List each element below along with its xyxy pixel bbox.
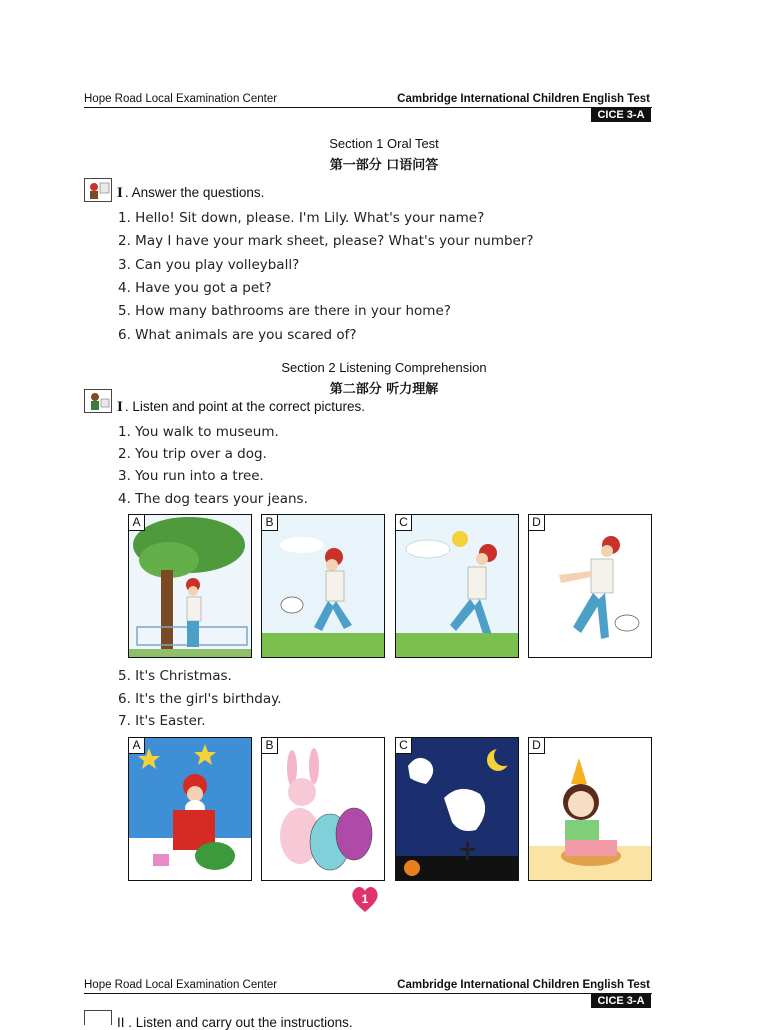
section2-title: Section 2 Listening Comprehension bbox=[281, 360, 487, 375]
section1-numeral: I bbox=[117, 185, 123, 201]
listening-item-6: 6. It's the girl's birthday. bbox=[118, 691, 282, 707]
listening-icon bbox=[84, 389, 112, 413]
question-1: 1. Hello! Sit down, please. I'm Lily. What's your name? bbox=[118, 210, 485, 226]
section1-instruction bbox=[117, 185, 264, 202]
picture-label: D bbox=[529, 738, 545, 754]
listening-item-5: 5. It's Christmas. bbox=[118, 668, 232, 684]
listening-item-2: 2. You trip over a dog. bbox=[118, 446, 267, 462]
footer-test-name: Cambridge International Children English Test bbox=[397, 979, 650, 991]
picture-label: C bbox=[396, 515, 412, 531]
picture-label: C bbox=[396, 738, 412, 754]
picture-d-dog-jeans[interactable] bbox=[528, 514, 652, 658]
question-2: 2. May I have your mark sheet, please? What's your number? bbox=[118, 233, 534, 249]
picture-label: A bbox=[129, 738, 145, 754]
listening-item-3: 3. You run into a tree. bbox=[118, 468, 264, 484]
page-number-badge bbox=[348, 884, 382, 914]
picture-d-birthday[interactable] bbox=[528, 737, 652, 881]
section1-title: Section 1 Oral Test bbox=[329, 136, 439, 151]
section2-instruction-text: . Listen and point at the correct pictures. bbox=[124, 399, 365, 414]
listening-item-7: 7. It's Easter. bbox=[118, 713, 206, 729]
section2-title-cn: 第二部分 听力理解 bbox=[329, 382, 439, 397]
header-center-name: Hope Road Local Examination Center bbox=[84, 93, 278, 105]
picture-label: D bbox=[529, 515, 545, 531]
listening-item-4: 4. The dog tears your jeans. bbox=[118, 491, 308, 507]
footer-center-name: Hope Road Local Examination Center bbox=[84, 979, 278, 991]
picture-b-easter[interactable] bbox=[261, 737, 385, 881]
header-code-badge: CICE 3-A bbox=[591, 108, 651, 122]
section1-title-cn: 第一部分 口语问答 bbox=[329, 158, 439, 173]
picture-c-halloween[interactable] bbox=[395, 737, 519, 881]
picture-c-walking[interactable] bbox=[395, 514, 519, 658]
picture-label: B bbox=[262, 738, 278, 754]
question-3: 3. Can you play volleyball? bbox=[118, 257, 300, 273]
question-5: 5. How many bathrooms are there in your home? bbox=[118, 303, 451, 319]
speaking-icon bbox=[84, 178, 112, 202]
picture-b-dog-trip[interactable] bbox=[261, 514, 385, 658]
next-section-icon bbox=[84, 1010, 112, 1025]
header-rule bbox=[84, 107, 652, 108]
next-section-instruction: II . Listen and carry out the instructions. bbox=[117, 1015, 353, 1030]
picture-a-tree[interactable] bbox=[128, 514, 252, 658]
footer-code-badge: CICE 3-A bbox=[591, 994, 651, 1008]
picture-label: B bbox=[262, 515, 278, 531]
header-test-name: Cambridge International Children English Test bbox=[397, 93, 650, 105]
section1-instruction-text: . Answer the questions. bbox=[124, 185, 265, 200]
page-number: 1 bbox=[361, 892, 369, 906]
listening-item-1: 1. You walk to museum. bbox=[118, 424, 279, 440]
question-6: 6. What animals are you scared of? bbox=[118, 327, 357, 343]
footer-rule bbox=[84, 993, 652, 994]
picture-a-christmas[interactable] bbox=[128, 737, 252, 881]
section2-numeral: I bbox=[117, 399, 123, 415]
picture-label: A bbox=[129, 515, 145, 531]
question-4: 4. Have you got a pet? bbox=[118, 280, 272, 296]
section2-instruction bbox=[117, 399, 365, 416]
